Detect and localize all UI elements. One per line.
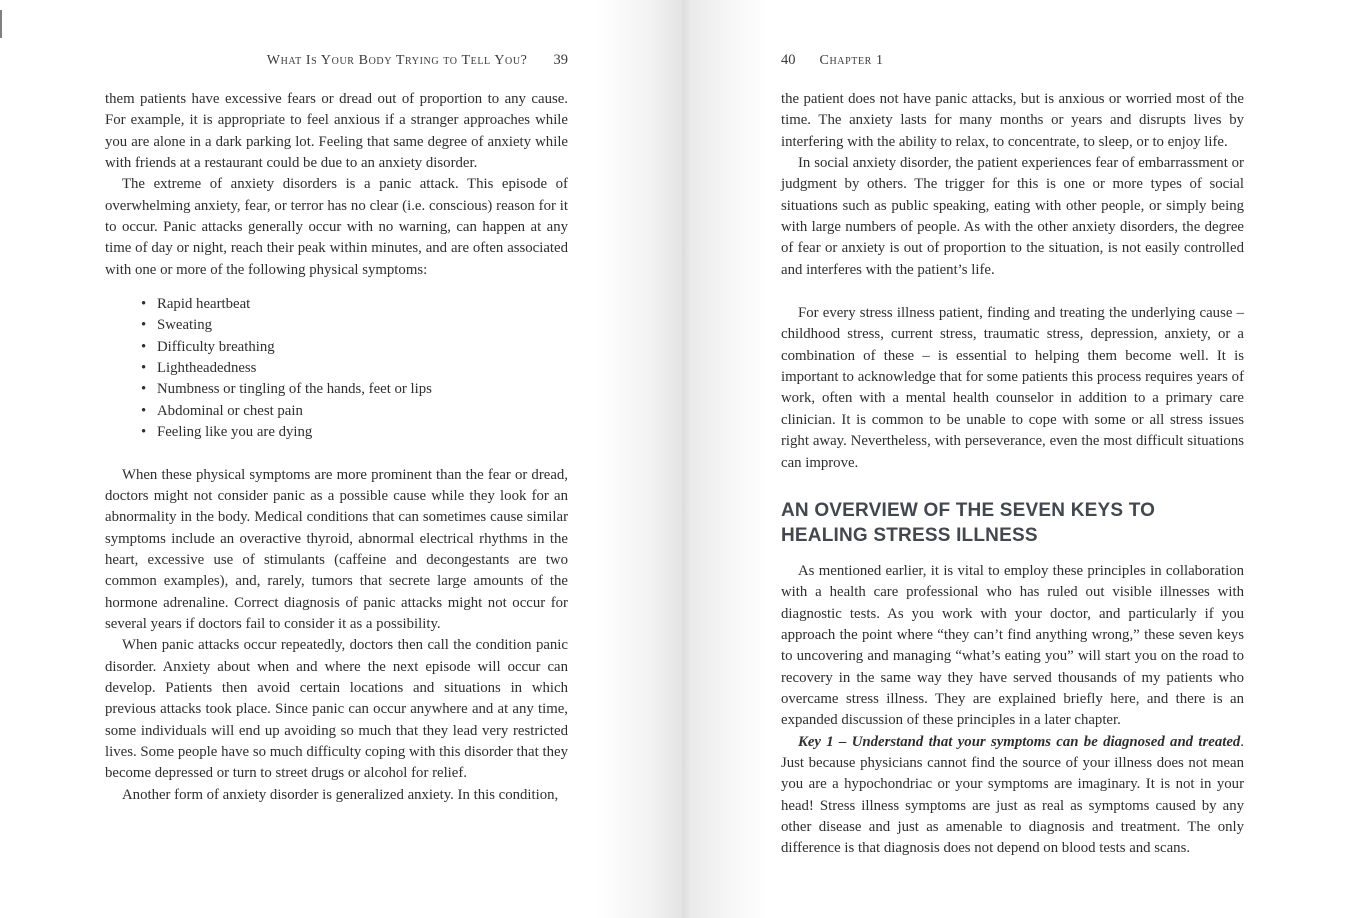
page-number-right: 40: [781, 52, 796, 68]
paragraph: the patient does not have panic attacks, but is anxious or worried most of the time. The anxiety lasts for many months or years and disrupts lives by interfering with the ability to relax, to concentrate, to sleep, or to enjoy life.: [781, 91, 1244, 150]
paragraph: For every stress illness patient, finding and treating the underlying cause – childhood stress, current stress, traumatic stress, depression, anxiety, or a combination of these – is essential to helping them become well. It is important to acknowledge that for some patients this process requires years of work, often with a mental health counselor in addition to a primary care clinician. It is common to be unable to cope with some or all stress issues right away. Nevertheless, with perseverance, even the most difficult situations can improve.: [781, 305, 1244, 471]
paragraph: When panic attacks occur repeatedly, doctors then call the condition panic disorder. Anxiety about when and where the next episode will occur can develop. Patients then avoid certain locations and situations in which previous attacks took place. Since panic can occur anywhere and at any time, some individuals will end up avoiding so much that they lead very restricted lives. Some people have so much difficulty coping with this disorder that they become depressed or turn to street drugs or alcohol for relief.: [105, 637, 568, 782]
list-item: • Numbness or tingling of the hands, feet or lips: [141, 379, 568, 400]
paragraph: As mentioned earlier, it is vital to employ these principles in collaboration with a health care professional who has ruled out visible illnesses with diagnostic tests. As you work with your doctor, and particularly if you approach the point where “they can’t find anything wrong,” these seven keys to uncovering and managing “what’s eating you” will start you on the road to recovery in the same way they have served thousands of my patients who overcame stress illness. They are explained briefly here, and there is an expanded discussion of these principles in a later chapter.: [781, 562, 1244, 729]
section-heading-line: HEALING STRESS ILLNESS: [781, 524, 1038, 546]
page-number-left: 39: [553, 52, 568, 68]
list-item: • Sweating: [141, 315, 568, 336]
page-right: [781, 52, 1244, 860]
list-item: • Difficulty breathing: [141, 337, 568, 358]
paragraph: them patients have excessive fears or dread out of proportion to any cause. For example, it is appropriate to feel anxious if a stranger approaches while you are alone in a dark parking lot. Feeling that same degree of anxiety while with friends at a restaurant could be due to an anxiety disorder.: [105, 91, 568, 172]
running-head-left: [105, 52, 568, 69]
section-heading-line: AN OVERVIEW OF THE SEVEN KEYS TO: [781, 499, 1156, 521]
list-item: • Feeling like you are dying: [141, 422, 568, 443]
scan-edge-artifact: [0, 10, 2, 38]
running-head-right: [781, 52, 1244, 69]
symptom-list: [105, 294, 568, 443]
page-right-body: [781, 89, 1244, 860]
list-item: • Rapid heartbeat: [141, 294, 568, 315]
page-left: [105, 52, 568, 806]
page-left-body: [105, 89, 568, 806]
list-item: • Abdominal or chest pain: [141, 401, 568, 422]
section-heading: [781, 498, 1244, 548]
running-head-title: What Is Your Body Trying to Tell You?: [266, 53, 528, 68]
paragraph: Another form of anxiety disorder is generalized anxiety. In this condition,: [122, 786, 559, 803]
list-item: • Lightheadedness: [141, 358, 568, 379]
paragraph: When these physical symptoms are more prominent than the fear or dread, doctors might not consider panic as a possible cause while they look for an abnormality in the body. Medical conditions that can sometimes cause similar symptoms include an overactive thyroid, abnormal electrical rhythms in the heart, excessive use of stimulants (caffeine and decongestants are two common examples), and, rarely, tumors that secrete large amounts of the hormone adrenaline. Correct diagnosis of panic attacks might not occur for several years if doctors fail to consider it as a possibility.: [105, 466, 568, 632]
key-lead-in: Key 1 – Understand that your symptoms can be diagnosed and treated: [798, 733, 1241, 750]
paragraph: The extreme of anxiety disorders is a panic attack. This episode of overwhelming anxiety, fear, or terror has no clear (i.e. conscious) reason for it to occur. Panic attacks generally occur with no warning, can happen at any time of day or night, reach their peak within minutes, and are often associated with one or more of the following physical symptoms:: [105, 176, 568, 278]
paragraph: [781, 732, 1244, 860]
paragraph-text: . Just because physicians cannot find the source of your illness does not mean you are a hypochondriac or your symptoms are imaginary. It is not in your head! Stress illness symptoms are just as real as symptoms caused by any other disease and just as amenable to diagnosis and treatment. The only difference is that diagnosis does not depend on blood tests and scans.: [781, 733, 1244, 857]
book-gutter-shadow: [596, 0, 770, 918]
running-head-chapter: Chapter 1: [819, 53, 884, 68]
paragraph: In social anxiety disorder, the patient experiences fear of embarrassment or judgment by others. The trigger for this is one or more types of social situations such as public speaking, eating with other people, or simply being with large numbers of people. As with the other anxiety disorders, the degree of fear or anxiety is out of proportion to the situation, is not easily controlled and interferes with the patient’s life.: [781, 155, 1244, 278]
